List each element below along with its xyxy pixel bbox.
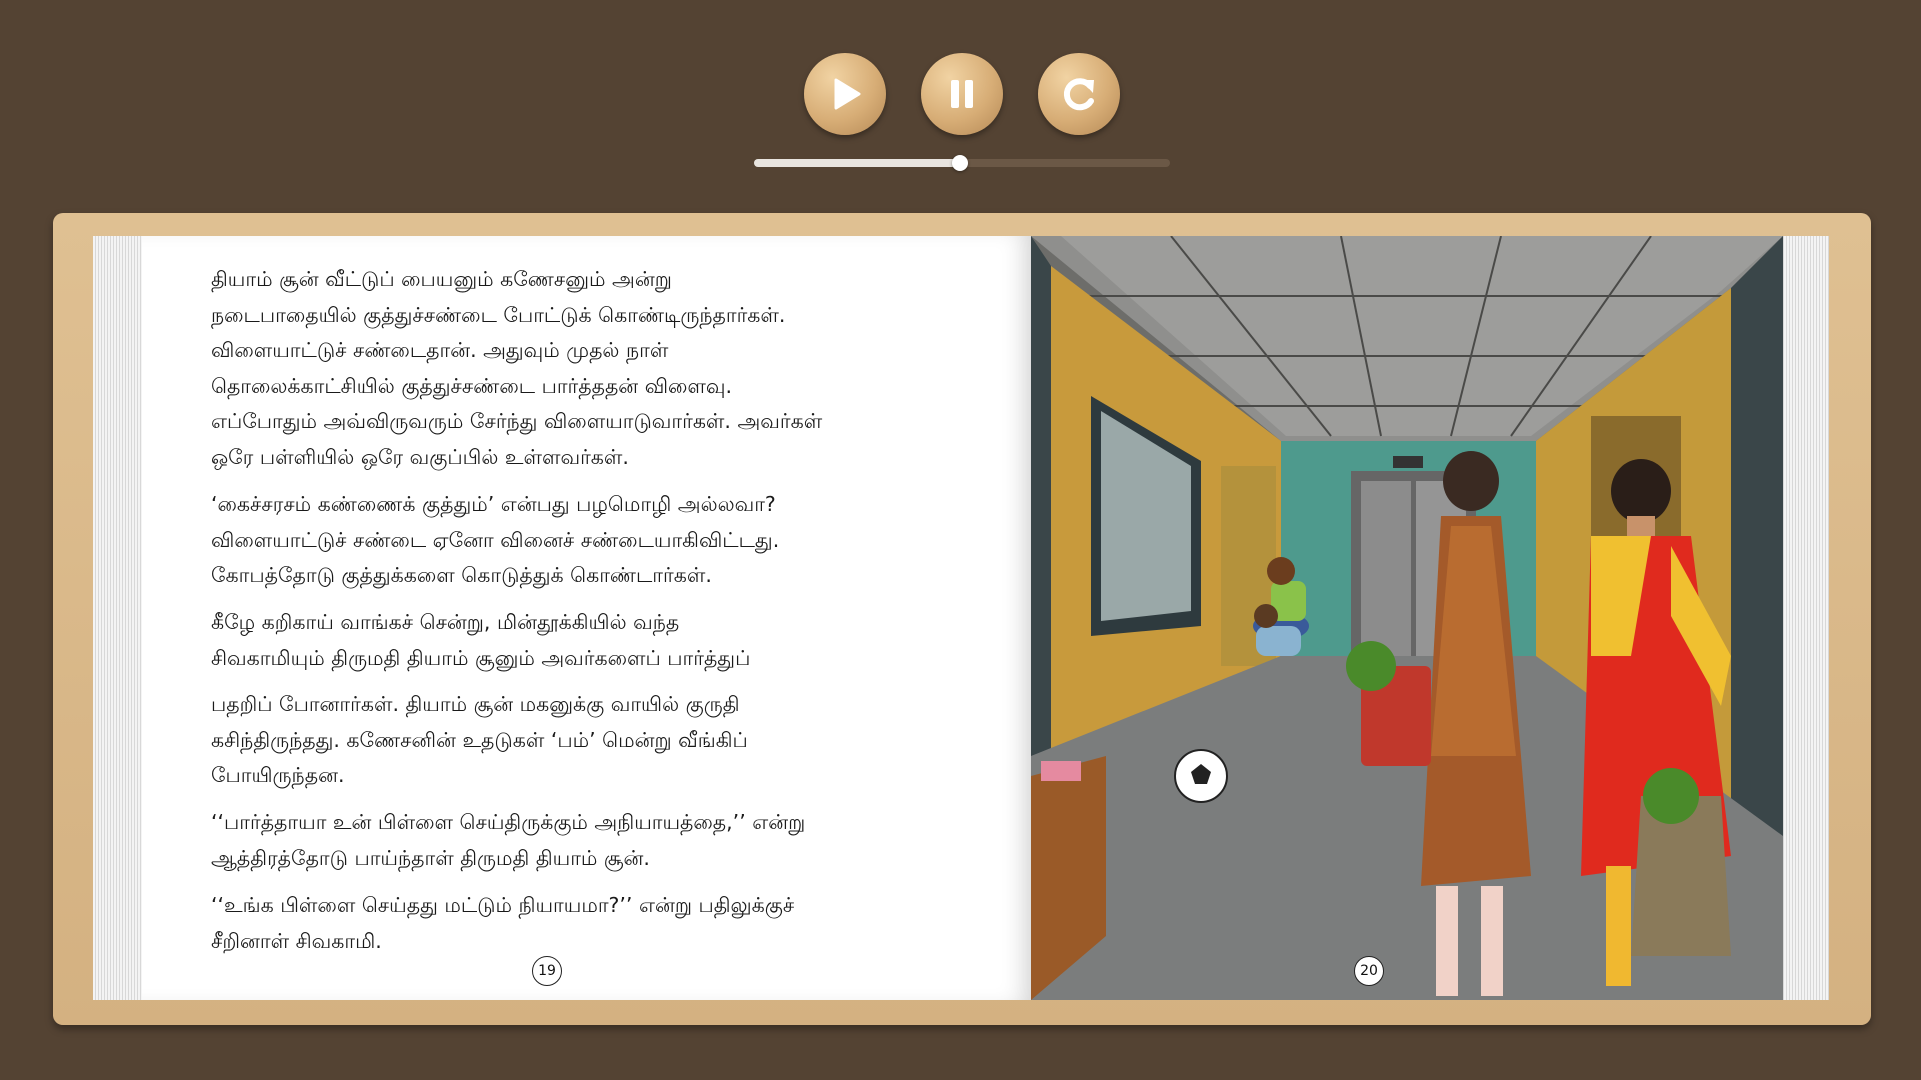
text-line: ‘‘பார்த்தாயா உன் பிள்ளை செய்திருக்கும் அநியாயத்தை,’’ என்று: [211, 810, 806, 834]
text-line: தொலைக்காட்சியில் குத்துச்சண்டை பார்த்ததன் விளைவு.: [211, 373, 733, 398]
paragraph-2: [211, 487, 931, 594]
page-number-left: 19: [532, 956, 562, 986]
text-line: கசிந்திருந்தது. கணேசனின் உதடுகள் ‘பம்’ மென்று வீங்கிப்: [211, 727, 748, 752]
left-page: [142, 236, 1031, 1000]
text-line: ‘‘உங்க பிள்ளை செய்தது மட்டும் நியாயமா?’’ என்று பதிலுக்குச்: [211, 893, 795, 917]
pause-button[interactable]: [921, 53, 1003, 135]
paragraph-3: [211, 605, 931, 676]
text-line: சிவகாமியும் திருமதி தியாம் சூனும் அவர்களைப் பார்த்துப்: [211, 645, 751, 670]
replay-icon: [1057, 72, 1101, 116]
page-number-right: 20: [1354, 956, 1384, 986]
text-line: ‘கைச்சரசம் கண்ணைக் குத்தும்’ என்பது பழமொழி அல்லவா?: [211, 492, 776, 516]
right-page-edges: [1781, 236, 1829, 1000]
text-line: போயிருந்தன.: [211, 763, 345, 787]
paragraph-5: [211, 805, 931, 876]
text-line: ஒரே பள்ளியில் ஒரே வகுப்பில் உள்ளவர்கள்.: [211, 444, 629, 469]
text-line: கோபத்தோடு குத்துக்களை கொடுத்துக் கொண்டார்கள்.: [211, 563, 712, 587]
text-line: சீறினாள் சிவகாமி.: [211, 928, 382, 953]
progress-fill: [754, 159, 960, 167]
text-line: விளையாட்டுச் சண்டைதான். அதுவும் முதல் நாள்: [211, 338, 669, 362]
illustration-corridor-scene: [1031, 236, 1783, 1000]
text-line: எப்போதும் அவ்விருவரும் சேர்ந்து விளையாடுவார்கள். அவர்கள்: [211, 409, 823, 433]
right-page: [1031, 236, 1783, 1000]
pause-icon: [942, 74, 982, 114]
left-page-edges: [93, 236, 143, 1000]
paragraph-4: [211, 687, 931, 794]
audio-controls: [0, 53, 1921, 143]
text-line: கீழே கறிகாய் வாங்கச் சென்று, மின்தூக்கியில் வந்த: [211, 610, 680, 634]
paragraph-6: [211, 888, 931, 959]
paragraph-1: [211, 262, 931, 475]
audio-progress-bar[interactable]: [754, 159, 1170, 167]
play-button[interactable]: [804, 53, 886, 135]
text-line: விளையாட்டுச் சண்டை ஏனோ வினைச் சண்டையாகிவிட்டது.: [211, 527, 780, 552]
replay-button[interactable]: [1038, 53, 1120, 135]
play-icon: [825, 74, 865, 114]
text-line: ஆத்திரத்தோடு பாய்ந்தாள் திருமதி தியாம் சூன்.: [211, 845, 650, 870]
text-line: நடைபாதையில் குத்துச்சண்டை போட்டுக் கொண்டிருந்தார்கள்.: [211, 302, 786, 327]
progress-knob[interactable]: [952, 155, 968, 171]
text-line: தியாம் சூன் வீட்டுப் பையனும் கணேசனும் அன்று: [211, 267, 672, 291]
text-line: பதறிப் போனார்கள். தியாம் சூன் மகனுக்கு வாயில் குருதி: [211, 692, 740, 716]
